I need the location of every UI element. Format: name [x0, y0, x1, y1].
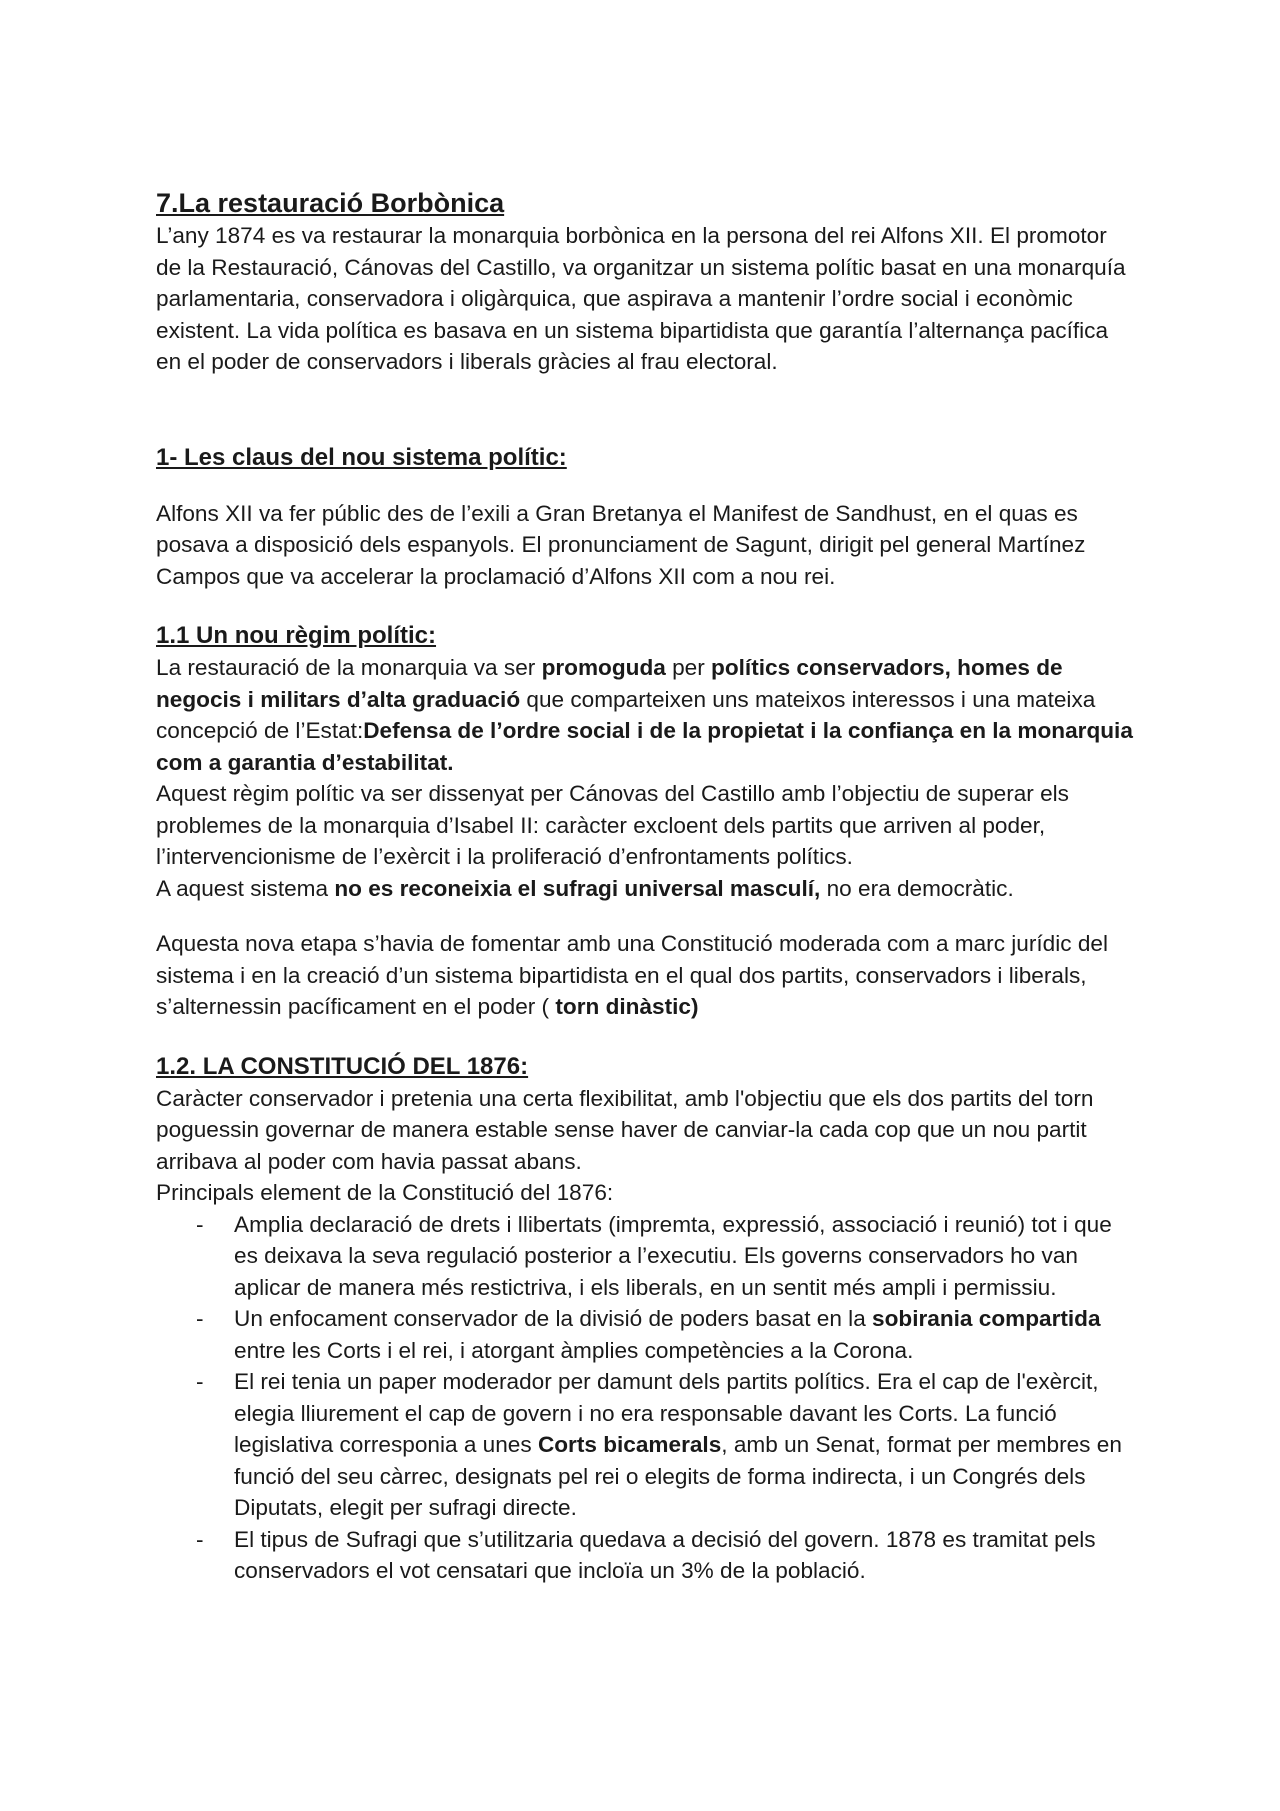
- section-1-2-paragraph-2: Principals element de la Constitució del 1876:: [156, 1180, 614, 1205]
- list-item: - El tipus de Sufragi que s’utilitzaria quedava a decisió del govern. 1878 es tramitat pels conservadors el vot censatari que incloïa un 3% de la població.: [234, 1524, 1136, 1587]
- section-1-2-paragraph-1: Caràcter conservador i pretenia una certa flexibilitat, amb l'objectiu que els dos partits del torn poguessin governar de manera estable sense haver de canviar-la cada cop que un nou partit arribava al poder com havia passat abans.: [156, 1085, 1094, 1174]
- section-1-1-paragraph-3: A aquest sistema no es reconeixia el sufragi universal masculí, no era democràtic.: [156, 875, 1014, 901]
- constitution-elements-list: [156, 1209, 1136, 1587]
- section-1-heading: 1- Les claus del nou sistema polític:: [156, 443, 567, 471]
- list-item: - Un enfocament conservador de la divisió de poders basat en la sobirania compartida entre les Corts i el rei, i atorgant àmplies competències a la Corona.: [234, 1303, 1136, 1366]
- list-item: - Amplia declaració de drets i llibertats (impremta, expressió, associació i reunió) tot i que es deixava la seva regulació posterior a l’executiu. Els governs conservadors ho van aplicar de manera més restictriva, i els liberals, en un sentit més ampli i permissiu.: [234, 1209, 1136, 1304]
- spacer: [156, 474, 1136, 498]
- section-1-1-paragraph-1: La restauració de la monarquia va ser promoguda per polítics conservadors, homes de negocis i militars d’alta graduació que comparteixen uns mateixos interessos i una mateixa concepció de l’Estat:Defensa de l’ordre social i de la propietat i la confiança en la monarquia com a garantia d’estabilitat.: [156, 655, 1133, 775]
- section-1-1-heading: 1.1 Un nou règim polític:: [156, 622, 437, 649]
- page-title: 7.La restauració Borbònica: [156, 188, 505, 218]
- section-1-paragraph: Alfons XII va fer públic des de l’exili a Gran Bretanya el Manifest de Sandhust, en el quas es posava a disposició dels espanyols. El pronunciament de Sagunt, dirigit pel general Martínez Campos que va accelerar la proclamació d’Alfons XII com a nou rei.: [156, 500, 1086, 589]
- spacer: [156, 1023, 1136, 1051]
- section-1-1-paragraph-4: Aquesta nova etapa s’havia de fomentar amb una Constitució moderada com a marc jurídic del sistema i en la creació d’un sistema bipartidista en el qual dos partits, conservadors i liberals, s’alternessin pacíficament en el poder ( torn dinàstic): [156, 931, 1108, 1019]
- list-item: - El rei tenia un paper moderador per damunt dels partits polítics. Era el cap de l'exèrcit, elegia lliurement el cap de govern i no era responsable davant les Corts. La funció legislativa corresponia a unes Corts bicamerals, amb un Senat, format per membres en funció del seu càrrec, designats pel rei o elegits de forma indirecta, i un Congrés dels Diputats, elegit per sufragi directe.: [234, 1366, 1136, 1524]
- section-1-2-heading: 1.2. LA CONSTITUCIÓ DEL 1876:: [156, 1052, 529, 1080]
- spacer: [156, 904, 1136, 928]
- spacer: [156, 378, 1136, 442]
- intro-paragraph: L’any 1874 es va restaurar la monarquia borbònica en la persona del rei Alfons XII. El promotor de la Restauració, Cánovas del Castillo, va organitzar un sistema polític basat en una monarquía parlamentaria, conservadora i oligàrquica, que aspirava a mantenir l’ordre social i econòmic existent. La vida política es basava en un sistema bipartidista que garantía l’alternança pacífica en el poder de conservadors i liberals gràcies al frau electoral.: [156, 223, 1126, 374]
- section-1-1-paragraph-2: Aquest règim polític va ser dissenyat per Cánovas del Castillo amb l’objectiu de superar els problemes de la monarquia d’Isabel II: caràcter excloent dels partits que arriven al poder, l’intervencionisme de l’exèrcit i la proliferació d’enfrontaments polítics.: [156, 781, 1069, 869]
- document-page: [156, 186, 1136, 1587]
- spacer: [156, 592, 1136, 620]
